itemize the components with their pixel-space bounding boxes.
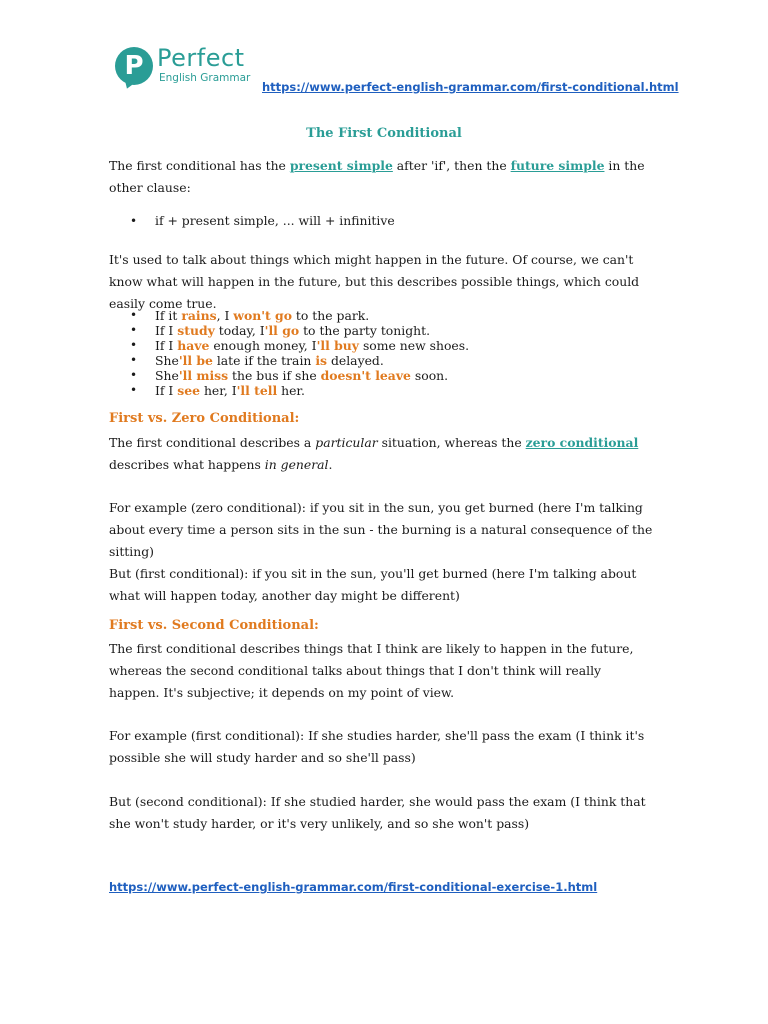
present-simple-link[interactable]: present simple bbox=[289, 158, 393, 173]
example-text: the bus if she bbox=[228, 368, 321, 383]
header-url-link[interactable]: https://www.perfect-english-grammar.com/first-conditional.html bbox=[262, 80, 679, 94]
example-text: , I bbox=[216, 308, 234, 323]
site-logo[interactable] bbox=[115, 44, 265, 94]
logo-word-perfect: Perfect bbox=[157, 44, 245, 72]
example-highlight: rains bbox=[181, 308, 217, 323]
example-highlight: 'll be bbox=[178, 353, 213, 368]
example-highlight: won't go bbox=[233, 308, 292, 323]
example-text: soon. bbox=[410, 368, 449, 383]
zero-paragraph-3: But (first conditional): if you sit in the sun, you'll get burned (here I'm talking about what will happen today, another day might be different) bbox=[109, 566, 637, 603]
example-item bbox=[109, 338, 654, 353]
intro-text-2: after 'if', then the bbox=[392, 158, 511, 173]
example-text: She bbox=[155, 368, 179, 383]
formula-item: • if + present simple, ... will + infinitive bbox=[109, 210, 654, 232]
page-title: The First Conditional bbox=[306, 126, 462, 141]
example-text: She bbox=[155, 353, 179, 368]
second-paragraph-2: For example (first conditional): If she studies harder, she'll pass the exam (I think it's possible she will study harder and so she'll pass) bbox=[109, 728, 645, 765]
zero-p1-em-in-general: in general bbox=[264, 457, 329, 472]
example-highlight: doesn't leave bbox=[320, 368, 411, 383]
zero-p1-text-d: . bbox=[328, 457, 333, 472]
zero-p1-text-b: situation, whereas the bbox=[377, 435, 526, 450]
intro-paragraph bbox=[109, 155, 654, 199]
example-text: to the park. bbox=[291, 308, 370, 323]
exercise-url-link[interactable]: https://www.perfect-english-grammar.com/first-conditional-exercise-1.html bbox=[109, 880, 598, 894]
example-text: delayed. bbox=[327, 353, 384, 368]
example-highlight: 'll tell bbox=[236, 383, 278, 398]
zero-conditional-link[interactable]: zero conditional bbox=[525, 435, 639, 450]
example-text: If I bbox=[155, 338, 178, 353]
example-text: her. bbox=[277, 383, 305, 398]
examples-list bbox=[109, 308, 654, 398]
intro-text-3: in the other clause: bbox=[109, 158, 645, 195]
zero-p1-text-a: The first conditional describes a bbox=[109, 435, 316, 450]
example-text: to the party tonight. bbox=[299, 323, 431, 338]
example-highlight: have bbox=[177, 338, 210, 353]
example-highlight: 'll buy bbox=[316, 338, 359, 353]
example-item bbox=[109, 323, 654, 338]
zero-conditional-heading: First vs. Zero Conditional: bbox=[109, 411, 300, 426]
example-item bbox=[109, 353, 654, 368]
example-highlight: 'll miss bbox=[178, 368, 229, 383]
logo-bubble-icon: P bbox=[115, 47, 153, 85]
example-highlight: study bbox=[177, 323, 215, 338]
example-text: If I bbox=[155, 383, 178, 398]
example-text: some new shoes. bbox=[359, 338, 470, 353]
example-highlight: see bbox=[177, 383, 201, 398]
example-text: If it bbox=[155, 308, 182, 323]
example-text: her, I bbox=[200, 383, 237, 398]
second-conditional-heading: First vs. Second Conditional: bbox=[109, 618, 319, 633]
example-text: enough money, I bbox=[209, 338, 317, 353]
future-simple-link[interactable]: future simple bbox=[510, 158, 605, 173]
usage-paragraph: It's used to talk about things which might happen in the future. Of course, we can't know what will happen in the future, but this describes possible things, which could easily come true. bbox=[109, 252, 640, 311]
zero-p1-text-c: describes what happens bbox=[109, 457, 265, 472]
logo-word-english-grammar: English Grammar bbox=[159, 72, 251, 84]
formula-list bbox=[109, 210, 654, 232]
zero-paragraph-1 bbox=[109, 432, 654, 476]
zero-paragraph-2: For example (zero conditional): if you sit in the sun, you get burned (here I'm talking about every time a person sits in the sun - the burning is a natural consequence of the sitting) bbox=[109, 500, 653, 559]
example-text: today, I bbox=[214, 323, 265, 338]
example-highlight: is bbox=[315, 353, 328, 368]
example-item bbox=[109, 308, 654, 323]
example-item bbox=[109, 368, 654, 383]
second-paragraph-1: The first conditional describes things that I think are likely to happen in the future, whereas the second conditional talks about things that I don't think will really happen. It's subjective; it depends on my point of view. bbox=[109, 641, 634, 700]
example-item bbox=[109, 383, 654, 398]
second-paragraph-3: But (second conditional): If she studied harder, she would pass the exam (I think that she won't study harder, or it's very unlikely, and so she won't pass) bbox=[109, 794, 646, 831]
example-highlight: 'll go bbox=[264, 323, 300, 338]
example-text: late if the train bbox=[212, 353, 316, 368]
example-text: If I bbox=[155, 323, 178, 338]
zero-p1-em-particular: particular bbox=[315, 435, 378, 450]
intro-text-1: The first conditional has the bbox=[109, 158, 290, 173]
